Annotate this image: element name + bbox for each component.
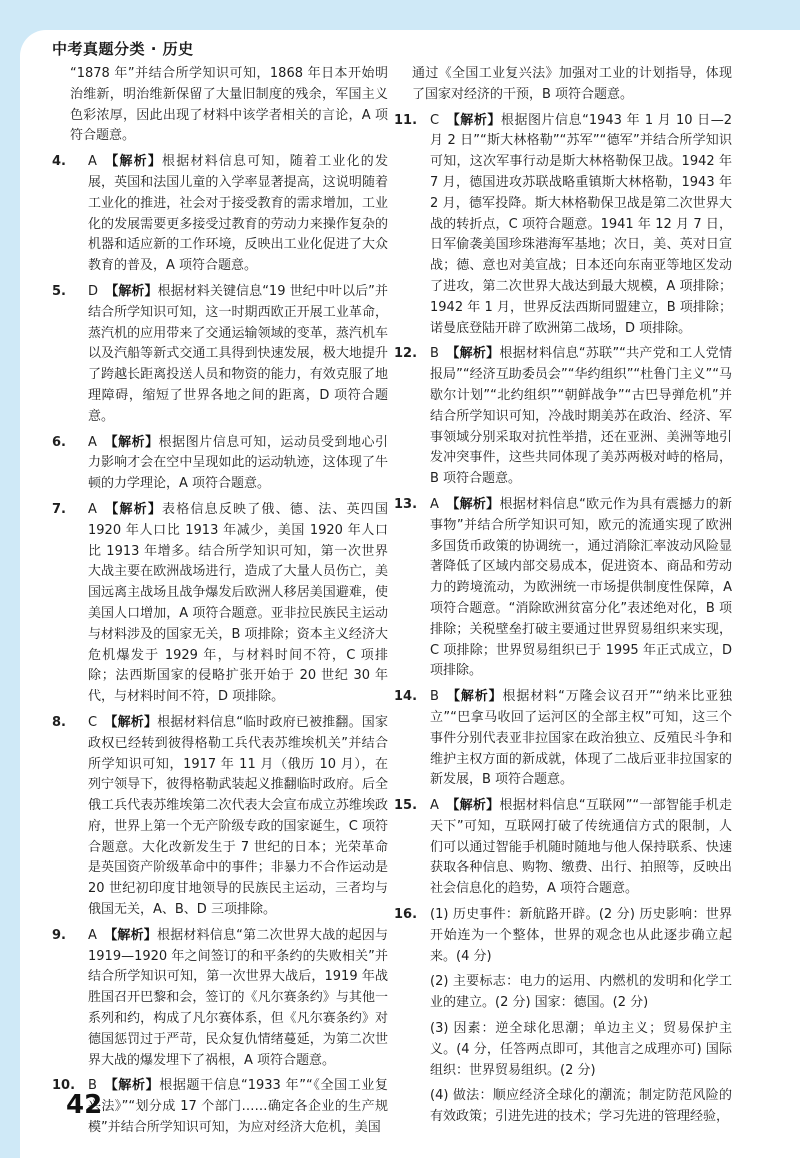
answer-entry bbox=[52, 282, 388, 428]
question-number: 12. bbox=[394, 346, 418, 362]
answer-letter: A bbox=[88, 434, 97, 450]
answer-letter: B bbox=[88, 1078, 97, 1094]
answer-continuation: “1878 年”并结合所学知识可知，1868 年日本开始明治维新，明治维新保留了大量旧制度的残余，军国主义色彩浓厚，因此出现了材料中该学者相关的言论，A 项符合题意。 bbox=[70, 66, 388, 144]
answer-letter: A bbox=[88, 927, 97, 943]
question-number: 8. bbox=[52, 714, 66, 730]
answer-entry bbox=[52, 926, 388, 1072]
answer-entry bbox=[394, 495, 732, 682]
question-number: 7. bbox=[52, 501, 66, 517]
question-number: 13. bbox=[394, 496, 418, 512]
answer-text: 根据材料信息“第二次世界大战的起因与 1919—1920 年之间签订的和平条约的失败相关”并结合所学知识可知，第一次世界大战后，1919 年战胜国召开巴黎和会，签订的《凡尔赛条约》与其他一系列和约，构成了凡尔赛体系，但《凡尔赛条约》对德国惩罚过于严苛，民众复仇情绪蔓延，为第二次世界大战的爆发埋下了祸根，A 项符合题意。 bbox=[88, 927, 388, 1068]
answer-letter: A bbox=[88, 501, 97, 517]
question-number: 15. bbox=[394, 798, 418, 814]
left-column bbox=[52, 64, 388, 1144]
analysis-tag: 【解析】 bbox=[105, 283, 158, 299]
question-number: 10. bbox=[52, 1078, 76, 1094]
answer-letter: A bbox=[430, 798, 439, 814]
answer-letter: C bbox=[88, 714, 98, 730]
analysis-tag: 【解析】 bbox=[446, 112, 501, 128]
answer-letter: C bbox=[430, 112, 440, 128]
answer-text: 根据材料信息“苏联”“共产党和工人党情报局”“经济互助委员会”“华约组织”“杜鲁门主义”“马歇尔计划”“北约组织”“朝鲜战争”“古巴导弹危机”并结合所学知识可知，冷战时期美苏在政治、经济、军事领域分别采取对抗性举措，还在亚洲、美洲等地引发冲突事件，这些共同体现了美苏两极对峙的格局，B 项符合题意。 bbox=[430, 346, 732, 487]
answer-entry bbox=[52, 152, 388, 277]
question-number: 11. bbox=[394, 112, 418, 128]
answer-letter: D bbox=[88, 283, 99, 299]
answer-text: 根据题干信息“1933 年”“《全国工业复兴法》”“划分成 17 个部门……确定各企业的生产规模”并结合所学知识可知，为应对经济大危机，美国 bbox=[88, 1078, 388, 1136]
right-column bbox=[394, 64, 732, 1133]
question-number: 6. bbox=[52, 434, 66, 450]
question-number: 16. bbox=[394, 907, 418, 923]
analysis-tag: 【解析】 bbox=[446, 689, 503, 705]
answer-letter: B bbox=[430, 346, 439, 362]
analysis-tag: 【解析】 bbox=[104, 714, 158, 730]
question-number: 4. bbox=[52, 154, 66, 170]
analysis-tag: 【解析】 bbox=[446, 496, 500, 512]
answer-text: 根据材料信息“互联网”“一部智能手机走天下”可知，互联网打破了传统通信方式的限制，人们可以通过智能手机随时随地与他人保持联系、快速获取各种信息、购物、缴费、出行、拍照等，反映出社会信息化的趋势，A 项符合题意。 bbox=[430, 798, 732, 897]
answer-text: 根据材料信息可知，随着工业化的发展，英国和法国儿童的入学率显著提高，这说明随着工业化的推进，社会对于接受教育的需求增加，工业化的发展需要更多接受过教育的劳动力来操作复杂的机器和适应新的工作环境，反映出工业化促进了大众教育的普及，A 项符合题意。 bbox=[88, 154, 388, 274]
answer-text: 根据材料“万隆会议召开”“纳米比亚独立”“巴拿马收回了运河区的全部主权”可知，这三个事件分别代表亚非拉国家在政治独立、反殖民斗争和维护主权方面的新成就，体现了二战后亚非拉国家的新发展，B 项符合题意。 bbox=[430, 689, 732, 788]
analysis-tag: 【解析】 bbox=[104, 1078, 160, 1094]
answer-subitem: (2) 主要标志：电力的运用、内燃机的发明和化学工业的建立。(2 分) 国家：德国。(2 分) bbox=[430, 974, 732, 1011]
answer-entry bbox=[394, 796, 732, 900]
page-number: 42 bbox=[66, 1090, 103, 1120]
analysis-tag: 【解析】 bbox=[446, 798, 500, 814]
answer-text: 根据材料关键信息“19 世纪中叶以后”并结合所学知识可知，这一时期西欧正开展工业革命，蒸汽机的应用带来了交通运输领域的变革，蒸汽机车以及汽船等新式交通工具得到快速发展，极大地提升了跨越长距离投送人员和物资的能力，有效克服了地理障碍，缩短了世界各地之间的距离，D 项符合题意。 bbox=[88, 283, 388, 424]
answer-subitem: (3) 因素：逆全球化思潮；单边主义；贸易保护主义。(4 分，任答两点即可，其他言之成理亦可) 国际组织：世界贸易组织。(2 分) bbox=[430, 1021, 732, 1078]
answer-subitem: (4) 做法：顺应经济全球化的潮流；制定防范风险的有效政策；引进先进的技术；学习先进的管理经验， bbox=[430, 1088, 732, 1125]
answer-letter: A bbox=[430, 496, 439, 512]
answer-entry bbox=[52, 500, 388, 708]
answer-entry bbox=[52, 433, 388, 495]
answer-letter: B bbox=[430, 689, 439, 705]
analysis-tag: 【解析】 bbox=[104, 927, 157, 943]
answer-text: (1) 历史事件：新航路开辟。(2 分) 历史影响：世界开始连为一个整体，世界的观念也从此逐步确立起来。(4 分) bbox=[430, 907, 732, 964]
answer-entry bbox=[52, 713, 388, 921]
answer-continuation: 通过《全国工业复兴法》加强对工业的计划指导，体现了国家对经济的干预，B 项符合题意。 bbox=[412, 66, 732, 102]
answer-entry bbox=[52, 1076, 388, 1138]
answer-text: 根据图片信息可知，运动员受到地心引力影响才会在空中呈现如此的运动轨迹，这体现了牛顿的力学理论，A 项符合题意。 bbox=[88, 434, 388, 492]
answer-entry bbox=[394, 905, 732, 967]
analysis-tag: 【解析】 bbox=[105, 154, 163, 170]
answer-entry bbox=[394, 111, 732, 340]
answer-entry bbox=[394, 344, 732, 490]
analysis-tag: 【解析】 bbox=[104, 434, 159, 450]
answer-text: 根据材料信息“欧元作为具有震撼力的新事物”并结合所学知识可知，欧元的流通实现了欧洲多国货币政策的协调统一，通过消除汇率波动风险显著降低了区域内部交易成本，促进资本、商品和劳动力的跨境流动，为欧洲统一市场提供制度性保障，A 项符合题意。“消除欧洲贫富分化”表述绝对化，B 项排除；关税壁垒打破主要通过世界贸易组织来实现，C 项排除；世界贸易组织已于 1995 年正式成立，D 项排除。 bbox=[430, 496, 732, 679]
answer-entry bbox=[394, 687, 732, 791]
question-number: 5. bbox=[52, 283, 66, 299]
analysis-tag: 【解析】 bbox=[105, 501, 163, 517]
analysis-tag: 【解析】 bbox=[446, 346, 500, 362]
answer-text: 根据图片信息“1943 年 1 月 10 日—2 月 2 日”“斯大林格勒”“苏军”“德军”并结合所学知识可知，这次军事行动是斯大林格勒保卫战。1942 年 7 月，德国进攻苏联战略重镇斯大林格勒，1943 年 2 月，德军投降。斯大林格勒保卫战是第二次世界大战的转折点，C 项符合题意。1941 年 12 月 7 日，日军偷袭美国珍珠港海军基地；次日，美、英对日宣战；德、意也对美宣战；日本还向东南亚等地区发动了进攻，第二次世界大战达到最大规模，A 项排除；1942 年 1 月，世界反法西斯同盟建立，B 项排除；诺曼底登陆开辟了欧洲第二战场，D 项排除。 bbox=[430, 112, 732, 336]
answer-text: 表格信息反映了俄、德、法、英四国 1920 年人口比 1913 年减少，美国 1920 年人口比 1913 年增多。结合所学知识可知，第一次世界大战主要在欧洲战场进行，造成了大量人员伤亡，美国远离主战场且战争爆发后欧洲人移居美国避难，使美国人口增加，A 项符合题意。亚非拉民族民主运动与材料涉及的国家无关，B 项排除；资本主义经济大危机爆发于 1929 年，与材料时间不符，C 项排除；法西斯国家的侵略扩张开始于 20 世纪 30 年代，与材料时间不符，D 项排除。 bbox=[88, 501, 388, 705]
question-number: 14. bbox=[394, 689, 418, 705]
question-number: 9. bbox=[52, 927, 66, 943]
answer-letter: A bbox=[88, 154, 97, 170]
answer-text: 根据材料信息“临时政府已被推翻。国家政权已经转到彼得格勒工兵代表苏维埃机关”并结合所学知识可知，1917 年 11 月（俄历 10 月），在列宁领导下，彼得格勒武装起义推翻临时政府。后全俄工兵代表苏维埃第二次代表大会宣布成立苏维埃政府，世界上第一个无产阶级专政的国家诞生，C 项符合题意。大化改新发生于 7 世纪的日本；光荣革命是英国资产阶级革命中的事件；非暴力不合作运动是 20 世纪初印度甘地领导的民族民主运动，三者均与俄国无关，A、B、D 三项排除。 bbox=[88, 714, 388, 918]
page-header: 中考真题分类 · 历史 bbox=[52, 40, 194, 58]
